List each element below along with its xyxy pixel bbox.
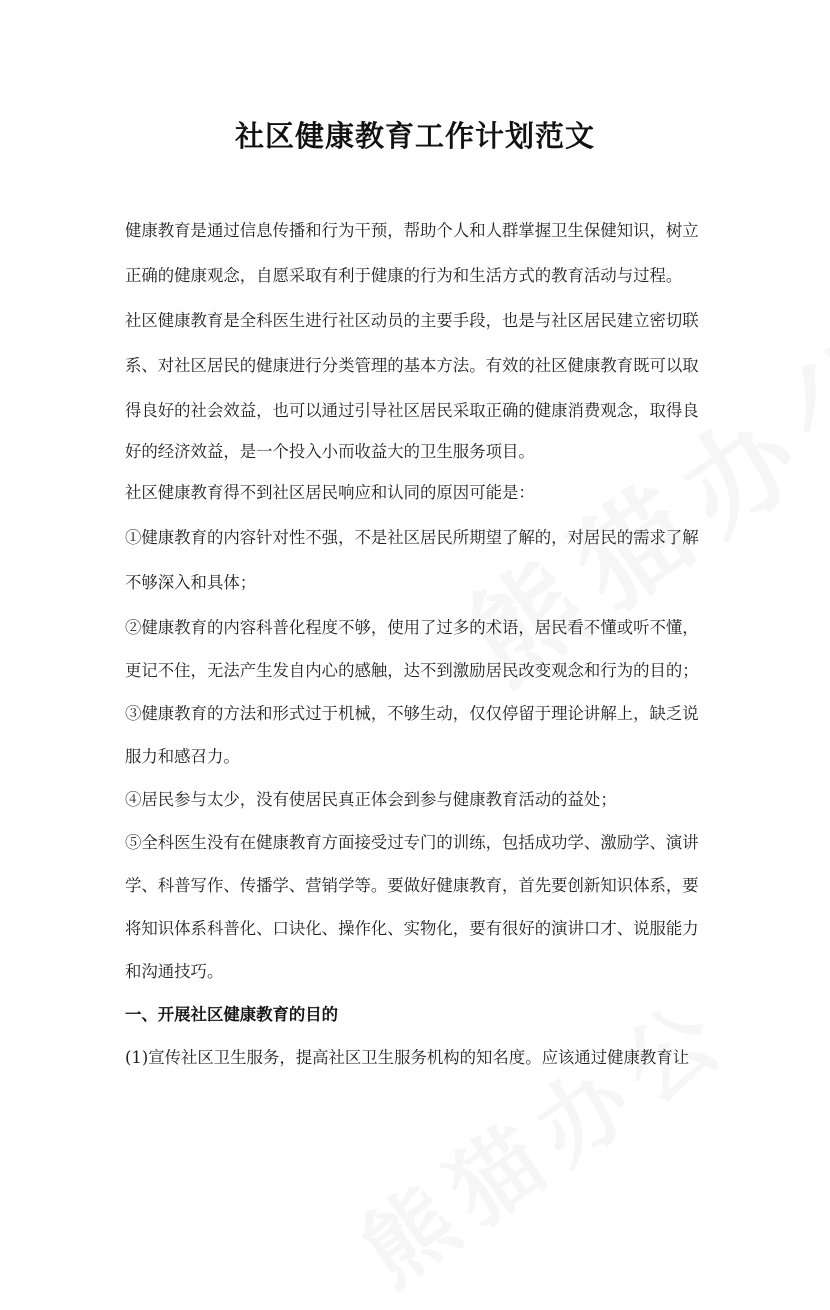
- paragraph-line: ②健康教育的内容科普化程度不够，使用了过多的术语，居民看不懂或听不懂，: [125, 618, 699, 637]
- paragraph-line: ③健康教育的方法和形式过于机械，不够生动，仅仅停留于理论讲解上，缺乏说: [125, 704, 699, 723]
- paragraph-line: ⑤全科医生没有在健康教育方面接受过专门的训练，包括成功学、激励学、演讲: [125, 833, 699, 852]
- paragraph-line: 将知识体系科普化、口诀化、操作化、实物化，要有很好的演讲口才、说服能力: [125, 919, 699, 938]
- paragraph-line: ①健康教育的内容针对性不强，不是社区居民所期望了解的，对居民的需求了解: [125, 528, 699, 547]
- paragraph-line: 不够深入和具体；: [125, 573, 257, 592]
- paragraph-line: 服力和感召力。: [125, 747, 240, 766]
- paragraph-line: 和沟通技巧。: [125, 962, 224, 981]
- section-heading: 一、开展社区健康教育的目的: [125, 1005, 339, 1024]
- document-title: 社区健康教育工作计划范文: [234, 119, 595, 153]
- paragraph-line: 好的经济效益，是一个投入小而收益大的卫生服务项目。: [125, 442, 535, 461]
- paragraph-line: 更记不住，无法产生发自内心的感触，达不到激励居民改变观念和行为的目的；: [125, 661, 699, 680]
- paragraph-line: 学、科普写作、传播学、营销学等。要做好健康教育，首先要创新知识体系，要: [125, 876, 699, 895]
- paragraph-line: 得良好的社会效益，也可以通过引导社区居民采取正确的健康消费观念，取得良: [125, 401, 699, 420]
- paragraph-line: 系、对社区居民的健康进行分类管理的基本方法。有效的社区健康教育既可以取: [125, 356, 699, 375]
- paragraph-line: 社区健康教育得不到社区居民响应和认同的原因可能是：: [125, 483, 535, 502]
- paragraph-line: 社区健康教育是全科医生进行社区动员的主要手段，也是与社区居民建立密切联: [125, 311, 699, 330]
- paragraph-line: 正确的健康观念，自愿采取有利于健康的行为和生活方式的教育活动与过程。: [125, 266, 683, 285]
- paragraph-line: (1)宣传社区卫生服务，提高社区卫生服务机构的知名度。应该通过健康教育让: [125, 1048, 690, 1067]
- paragraph-line: ④居民参与太少，没有使居民真正体会到参与健康教育活动的益处；: [125, 790, 617, 809]
- paragraph-line: 健康教育是通过信息传播和行为干预，帮助个人和人群掌握卫生保健知识，树立: [125, 221, 699, 240]
